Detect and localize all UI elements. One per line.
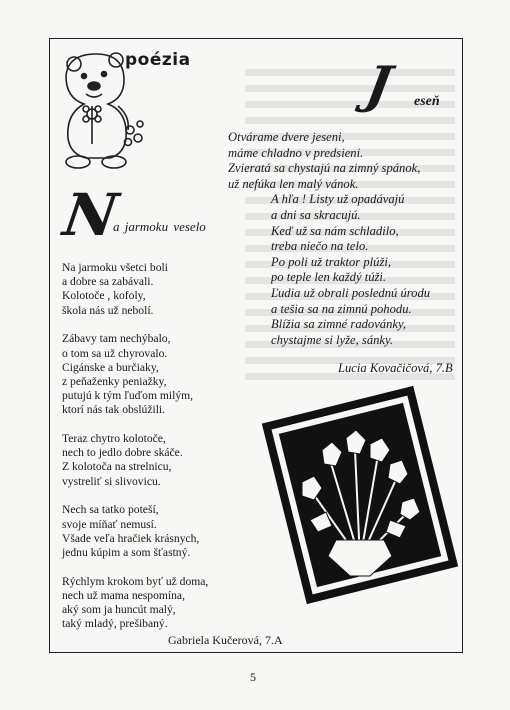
poem-jesen bbox=[228, 130, 460, 348]
poem-line: Ľudia už obrali poslednú úrodu bbox=[271, 285, 431, 300]
poem-line: máme chladno v predsieni. bbox=[228, 145, 364, 160]
poem-line: putujú k tým ľuďom milým, bbox=[62, 389, 194, 403]
author-right: Lucia Kovačičová, 7.B bbox=[338, 361, 453, 375]
poem-line: Kolotoče , kofoly, bbox=[62, 289, 146, 303]
poem-line: taký mladý, prešibaný. bbox=[62, 617, 168, 631]
poem-line: a dni sa skracujú. bbox=[271, 207, 361, 222]
poem-line: Keď už sa nám schladilo, bbox=[271, 223, 399, 238]
poem-line: aký som ja huncút malý, bbox=[62, 603, 176, 617]
poem-line: z peňaženky peniažky, bbox=[62, 374, 167, 388]
poem-title-jarmok: a jarmoku veselo bbox=[113, 219, 206, 234]
poem-line: vystreliť si slivovicu. bbox=[62, 474, 161, 488]
poem-line: a dobre sa zabávali. bbox=[62, 275, 154, 289]
poem-line: Všade veľa hračiek krásnych, bbox=[62, 531, 200, 545]
dropcap-j: J bbox=[361, 55, 396, 114]
stanza bbox=[62, 261, 252, 318]
poem-jarmok bbox=[62, 261, 252, 646]
poem-line: ktorí nás tak obslúžili. bbox=[62, 403, 166, 417]
poem-line: Nech sa tatko poteší, bbox=[62, 503, 159, 517]
poem-line: Cigánske a burčiaky, bbox=[62, 360, 159, 374]
poem-line: Otvárame dvere jeseni, bbox=[228, 130, 345, 144]
poem-line: Z kolotoča na strelnicu, bbox=[62, 460, 172, 474]
poem-line: Zvieratá sa chystajú na zimný spánok, bbox=[228, 161, 421, 176]
stanza bbox=[62, 332, 252, 417]
stanza bbox=[62, 575, 252, 632]
stanza bbox=[62, 432, 252, 489]
poem-line: Po poli už traktor plúži, bbox=[271, 254, 391, 269]
section-label: poézia bbox=[125, 50, 191, 70]
poem-line: jednu kúpim a som šťastný. bbox=[62, 545, 191, 559]
poem-line: Teraz chytro kolotoče, bbox=[62, 432, 166, 446]
poem-line: Zábavy tam nechýbalo, bbox=[62, 332, 171, 346]
poem-title-jesen: eseň bbox=[414, 94, 440, 109]
poem-line: Na jarmoku všetci boli bbox=[62, 261, 168, 274]
poem-line: o tom sa už chyrovalo. bbox=[62, 346, 168, 360]
page-number: 5 bbox=[250, 670, 256, 684]
poem-line: treba niečo na telo. bbox=[271, 239, 369, 254]
stanza bbox=[62, 503, 252, 560]
poem-line: škola nás už nebolí. bbox=[62, 303, 154, 317]
author-left: Gabriela Kučerová, 7.A bbox=[168, 633, 283, 647]
flower-bouquet-icon bbox=[260, 380, 460, 610]
poem-line: A hľa ! Listy už opadávajú bbox=[271, 192, 405, 207]
poem-line: nech už mama nespomína, bbox=[62, 588, 185, 602]
poem-line: Rýchlym krokom byť už doma, bbox=[62, 574, 209, 588]
poem-line: Blížia sa zimné radovánky, bbox=[271, 317, 407, 332]
poem-line: a tešia sa na zimnú pohodu. bbox=[271, 301, 412, 316]
poem-line: po teple len každý túži. bbox=[271, 270, 387, 285]
poem-line: nech to jedlo dobre skáče. bbox=[62, 446, 183, 460]
dropcap-n: N bbox=[59, 181, 122, 249]
poem-line: už nefúka len malý vánok. bbox=[228, 176, 359, 191]
poem-line: svoje míňať nemusí. bbox=[62, 517, 157, 531]
poem-line: chystajme si lyže, sánky. bbox=[271, 332, 394, 347]
